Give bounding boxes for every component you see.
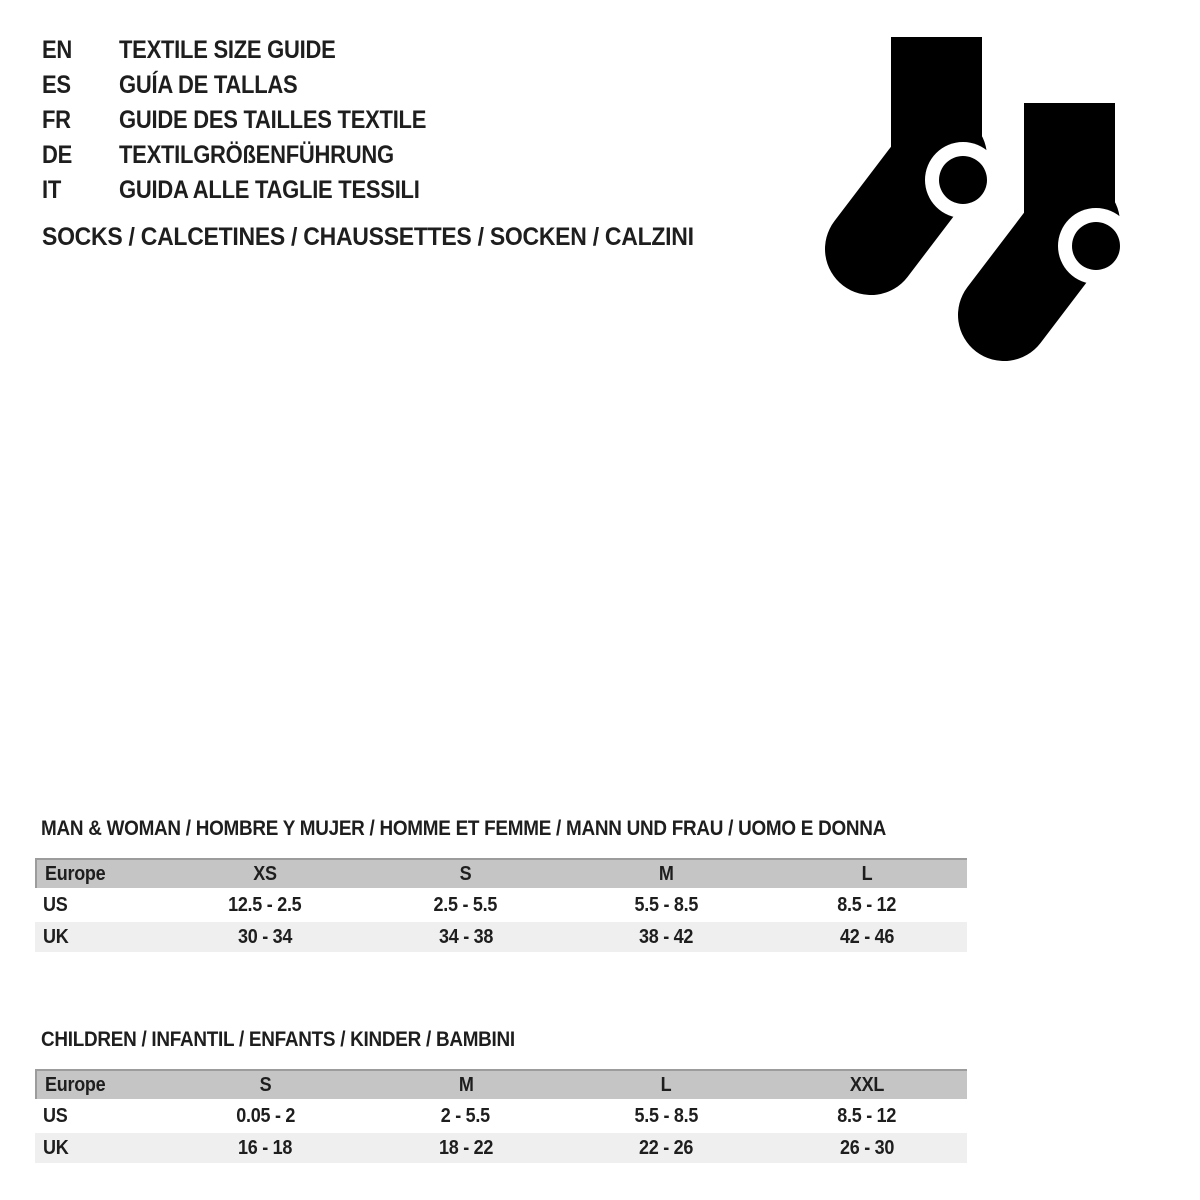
row-label [35, 922, 165, 952]
row-label [35, 1101, 165, 1131]
size-value-text: 18 - 22 [438, 1136, 493, 1159]
size-value-text: 2.5 - 5.5 [433, 893, 498, 916]
size-value [566, 1101, 767, 1131]
column-header-text: Europe [45, 862, 106, 885]
size-value [767, 1133, 968, 1163]
column-header-text: L [660, 1073, 672, 1096]
language-row-it [42, 173, 468, 208]
size-value [165, 1101, 366, 1131]
language-label: GUIDA ALLE TAGLIE TESSILI [119, 176, 420, 204]
size-table-man-woman [35, 817, 967, 952]
size-value-text: 34 - 38 [438, 925, 493, 948]
column-header [566, 858, 767, 888]
size-value-text: 5.5 - 8.5 [634, 1104, 699, 1127]
column-header [165, 858, 366, 888]
category-title [42, 221, 750, 253]
column-header [165, 1069, 366, 1099]
language-code-cell [42, 141, 119, 170]
column-header-text: M [458, 1073, 474, 1096]
table-title [41, 817, 967, 841]
size-value-text: 38 - 42 [639, 925, 694, 948]
size-value-text: 2 - 5.5 [441, 1104, 491, 1127]
size-value-text: 8.5 - 12 [837, 893, 897, 916]
size-grid [35, 858, 967, 952]
language-row-es [42, 68, 468, 103]
size-value [767, 890, 968, 920]
size-value-text: 8.5 - 12 [837, 1104, 897, 1127]
size-value-text: 12.5 - 2.5 [228, 893, 302, 916]
size-table-children [35, 1028, 967, 1163]
row-label-text: UK [43, 1136, 69, 1159]
column-header-text: S [259, 1073, 272, 1096]
size-value [366, 922, 567, 952]
size-value [366, 1133, 567, 1163]
size-value-text: 0.05 - 2 [235, 1104, 295, 1127]
column-header [767, 858, 968, 888]
language-code: FR [42, 106, 71, 134]
table-title-text: MAN & WOMAN / HOMBRE Y MUJER / HOMME ET FEMME / MANN UND FRAU / UOMO E DONNA [41, 817, 887, 840]
size-value [566, 890, 767, 920]
size-value-text: 26 - 30 [839, 1136, 894, 1159]
size-grid [35, 1069, 967, 1163]
language-label: GUÍA DE TALLAS [119, 71, 298, 99]
size-value-text: 30 - 34 [238, 925, 293, 948]
size-value [767, 1101, 968, 1131]
language-code-cell [42, 106, 119, 135]
language-row-fr [42, 103, 468, 138]
column-header-text: S [459, 862, 472, 885]
column-header-text: XXL [849, 1073, 884, 1096]
language-row-en [42, 33, 468, 68]
column-header-text: M [658, 862, 674, 885]
row-label [35, 1133, 165, 1163]
column-header-text: XS [253, 862, 277, 885]
category-title-text: SOCKS / CALCETINES / CHAUSSETTES / SOCKEN / CALZINI [42, 223, 694, 251]
size-value [767, 922, 968, 952]
column-header-text: Europe [45, 1073, 106, 1096]
language-list [42, 33, 468, 208]
column-header [566, 1069, 767, 1099]
table-title [41, 1028, 967, 1052]
language-code-cell [42, 71, 119, 100]
size-value [165, 890, 366, 920]
language-label: TEXTILGRÖßENFÜHRUNG [119, 141, 394, 169]
column-header [35, 1069, 165, 1099]
column-header-text: L [861, 862, 873, 885]
row-label-text: US [43, 893, 68, 916]
language-row-de [42, 138, 468, 173]
size-value [366, 890, 567, 920]
language-code: DE [42, 141, 73, 169]
language-code-cell [42, 176, 119, 205]
size-value [566, 922, 767, 952]
column-header [767, 1069, 968, 1099]
size-value [165, 1133, 366, 1163]
column-header [366, 858, 567, 888]
socks-icon [808, 32, 1128, 362]
row-label [35, 890, 165, 920]
row-label-text: UK [43, 925, 69, 948]
size-value-text: 22 - 26 [639, 1136, 694, 1159]
language-code-cell [42, 36, 119, 65]
column-header [366, 1069, 567, 1099]
column-header [35, 858, 165, 888]
language-code: EN [42, 36, 73, 64]
language-code: IT [42, 176, 62, 204]
language-code: ES [42, 71, 71, 99]
size-value-text: 42 - 46 [839, 925, 894, 948]
size-value [366, 1101, 567, 1131]
table-title-text: CHILDREN / INFANTIL / ENFANTS / KINDER / BAMBINI [41, 1028, 515, 1051]
size-value-text: 16 - 18 [238, 1136, 293, 1159]
size-value [165, 922, 366, 952]
size-value-text: 5.5 - 8.5 [634, 893, 699, 916]
language-label: TEXTILE SIZE GUIDE [119, 36, 336, 64]
size-value [566, 1133, 767, 1163]
language-label: GUIDE DES TAILLES TEXTILE [119, 106, 427, 134]
row-label-text: US [43, 1104, 68, 1127]
